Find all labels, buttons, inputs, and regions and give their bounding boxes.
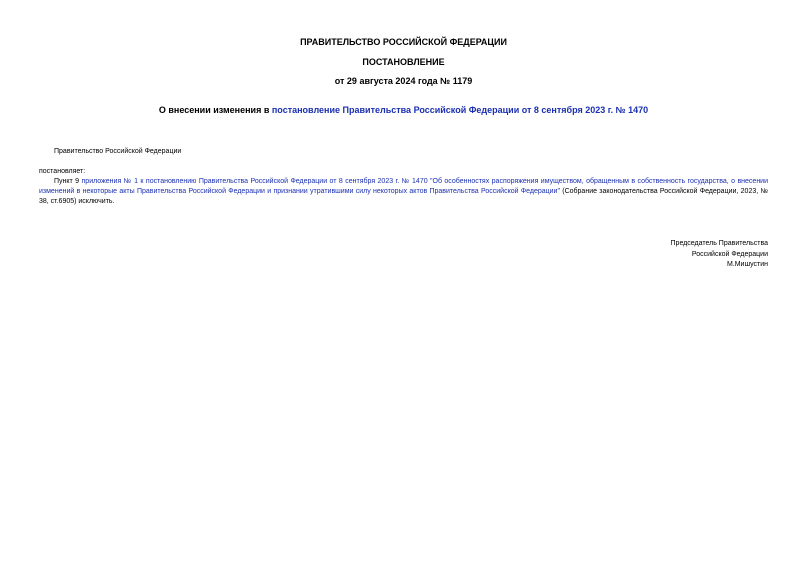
subject-link[interactable]: постановление Правительства Российской Федерации от 8 сентября 2023 г. № 1470 bbox=[271, 105, 649, 115]
signature-organization: Российской Федерации bbox=[691, 250, 768, 258]
government-title: ПРАВИТЕЛЬСТВО РОССИЙСКОЙ ФЕДЕРАЦИИ bbox=[300, 37, 507, 47]
paragraph-start: Пункт 9 bbox=[54, 178, 82, 185]
body-paragraph bbox=[39, 177, 768, 207]
issuer-text: Правительство Российской Федерации bbox=[54, 148, 182, 155]
signature-position: Председатель Правительства bbox=[670, 240, 768, 247]
paragraph-end: (Собрание законодательства Российской Федерации, 2023, № 38, ст.6905) исключить. bbox=[39, 188, 768, 205]
signature-block bbox=[671, 239, 768, 271]
paragraph-link[interactable]: приложения № 1 к постановлению Правительства Российской Федерации от 8 сентября 2023 г. № 1470 "Об особенностях распоряжения имуществом, обращенным в собственность государства, о внесении изменений в некоторые акты Правительства Российской Федерации и признании утратившими силу некоторых актов Правительства Российской Федерации" bbox=[39, 178, 769, 195]
document-subject bbox=[0, 105, 807, 116]
document-date-number: от 29 августа 2024 года № 1179 bbox=[334, 76, 473, 86]
document-type: ПОСТАНОВЛЕНИЕ bbox=[362, 57, 445, 67]
subject-prefix: О внесении изменения в bbox=[158, 105, 272, 115]
signature-name: М.Мишустин bbox=[726, 261, 768, 268]
decrees-text: постановляет: bbox=[39, 168, 86, 175]
